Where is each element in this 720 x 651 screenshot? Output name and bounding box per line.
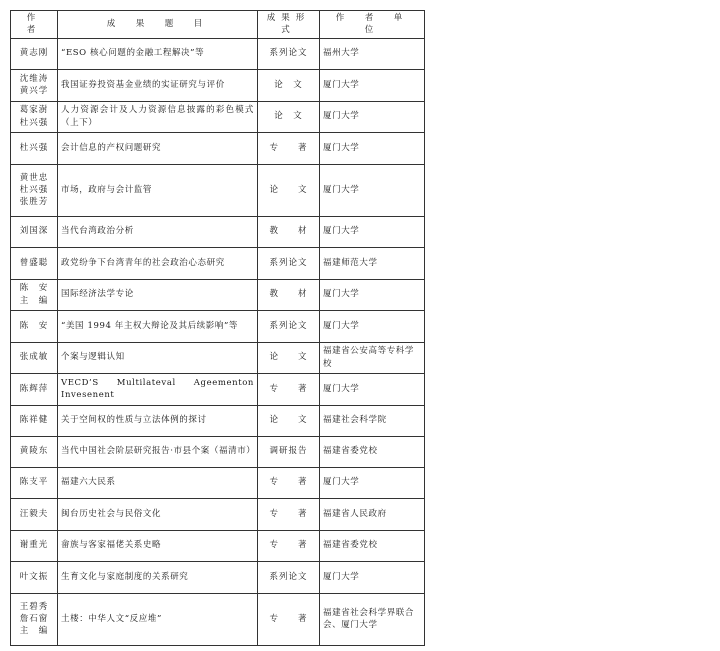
title-cell: 福建六大民系 [58,467,258,498]
table-row [11,405,425,436]
form-cell: 系列论文 [258,310,320,342]
author-name: 黄兴学 [19,86,49,97]
author-cell [11,279,58,310]
org-cell: 福建省委党校 [320,530,425,561]
title-cell: 会计信息的产权问题研究 [58,132,258,164]
author-cell [11,310,58,342]
table-row [11,310,425,342]
title-cell: 人力资源会计及人力资源信息披露的彩色模式（上下） [58,101,258,132]
author-name: 黄志刚 [19,48,49,59]
header-author: 作 者 [11,11,58,39]
form-cell: 专 著 [258,467,320,498]
org-cell: 福州大学 [320,38,425,69]
author-name: 汪毅夫 [19,508,49,519]
org-cell: 福建省社会科学界联合会、厦门大学 [320,593,425,645]
form-cell: 系列论文 [258,247,320,279]
org-cell: 厦门大学 [320,164,425,216]
title-cell: 生育文化与家庭制度的关系研究 [58,561,258,593]
org-cell: 福建社会科学院 [320,405,425,436]
author-name: 杜兴强 [19,117,49,128]
author-cell [11,405,58,436]
author-name: 沈维涛 [19,73,49,84]
form-cell: 论 文 [258,69,320,101]
form-cell: 论 文 [258,405,320,436]
org-cell: 福建师范大学 [320,247,425,279]
author-name: 陈 安 [19,283,49,294]
org-cell: 厦门大学 [320,101,425,132]
table-row [11,101,425,132]
form-cell: 专 著 [258,498,320,530]
author-name: 曾盛聪 [19,257,49,268]
org-cell: 福建省人民政府 [320,498,425,530]
table-row [11,38,425,69]
org-cell: 厦门大学 [320,279,425,310]
author-name: 黄世忠 [19,172,49,183]
author-cell [11,530,58,561]
author-cell [11,247,58,279]
author-name: 王碧秀 [19,601,49,612]
title-cell: 政党纷争下台湾青年的社会政治心态研究 [58,247,258,279]
title-cell: 当代台湾政治分析 [58,216,258,247]
table-row [11,373,425,405]
org-cell: 厦门大学 [320,373,425,405]
author-cell [11,436,58,467]
form-cell: 论 文 [258,101,320,132]
title-cell: “ESO 核心问题的金融工程解决”等 [58,38,258,69]
title-cell: 当代中国社会阶层研究报告·市县个案（福清市） [58,436,258,467]
form-cell: 系列论文 [258,561,320,593]
table-row [11,530,425,561]
author-cell [11,132,58,164]
title-cell: “美国 1994 年主权大辩论及其后续影响”等 [58,310,258,342]
form-cell: 论 文 [258,164,320,216]
table-row [11,164,425,216]
author-cell [11,498,58,530]
form-cell: 调研报告 [258,436,320,467]
author-name: 主 编 [19,295,49,306]
table-row [11,132,425,164]
title-cell: 我国证券投资基金业绩的实证研究与评价 [58,69,258,101]
org-cell: 厦门大学 [320,69,425,101]
author-name: 张成敏 [19,352,49,363]
title-cell: 市场，政府与会计监管 [58,164,258,216]
form-cell: 论 文 [258,342,320,373]
author-cell [11,342,58,373]
table-row [11,436,425,467]
org-cell: 厦门大学 [320,310,425,342]
author-name: 陈 安 [19,320,49,331]
author-name: 刘国深 [19,226,49,237]
author-cell [11,101,58,132]
author-name: 陈祥健 [19,415,49,426]
author-name: 主 编 [19,626,49,637]
table-row [11,247,425,279]
title-cell: 关于空间权的性质与立法体例的探讨 [58,405,258,436]
table-row [11,69,425,101]
form-cell: 专 著 [258,530,320,561]
author-cell [11,38,58,69]
org-cell: 厦门大学 [320,561,425,593]
form-cell: 教 材 [258,279,320,310]
title-cell: 个案与逻辑认知 [58,342,258,373]
table-row [11,342,425,373]
form-cell: 专 著 [258,593,320,645]
form-cell: 专 著 [258,373,320,405]
title-cell: 土楼：中华人文“反应堆” [58,593,258,645]
table-row [11,593,425,645]
title-cell: 畲族与客家福佬关系史略 [58,530,258,561]
author-cell [11,467,58,498]
author-cell [11,561,58,593]
header-form: 成果形式 [258,11,320,39]
author-name: 叶文振 [19,571,49,582]
author-name: 杜兴强 [19,184,49,195]
author-cell [11,373,58,405]
results-table [10,10,425,646]
author-cell [11,69,58,101]
author-name: 谢重光 [19,540,49,551]
org-cell: 厦门大学 [320,216,425,247]
author-name: 杜兴强 [19,142,49,153]
author-name: 张胜芳 [19,197,49,208]
org-cell: 福建省公安高等专科学校 [320,342,425,373]
org-cell: 福建省委党校 [320,436,425,467]
title-cell: 闽台历史社会与民俗文化 [58,498,258,530]
org-cell: 厦门大学 [320,467,425,498]
table-row [11,561,425,593]
form-cell: 专 著 [258,132,320,164]
author-name: 黄陵东 [19,446,49,457]
org-cell: 厦门大学 [320,132,425,164]
author-name: 詹石窗 [19,613,49,624]
header-row [11,11,425,39]
table-row [11,279,425,310]
author-name: 葛家澍 [19,105,49,116]
table-row [11,216,425,247]
header-title: 成 果 题 目 [58,11,258,39]
table-row [11,498,425,530]
author-cell [11,216,58,247]
author-cell [11,593,58,645]
form-cell: 教 材 [258,216,320,247]
author-cell [11,164,58,216]
title-cell: VECD’S Multilateval Ageementon Invesenent [58,373,258,405]
table-row [11,467,425,498]
author-name: 陈支平 [19,477,49,488]
title-cell: 国际经济法学专论 [58,279,258,310]
form-cell: 系列论文 [258,38,320,69]
header-org: 作 者 单 位 [320,11,425,39]
author-name: 陈辉萍 [19,383,49,394]
